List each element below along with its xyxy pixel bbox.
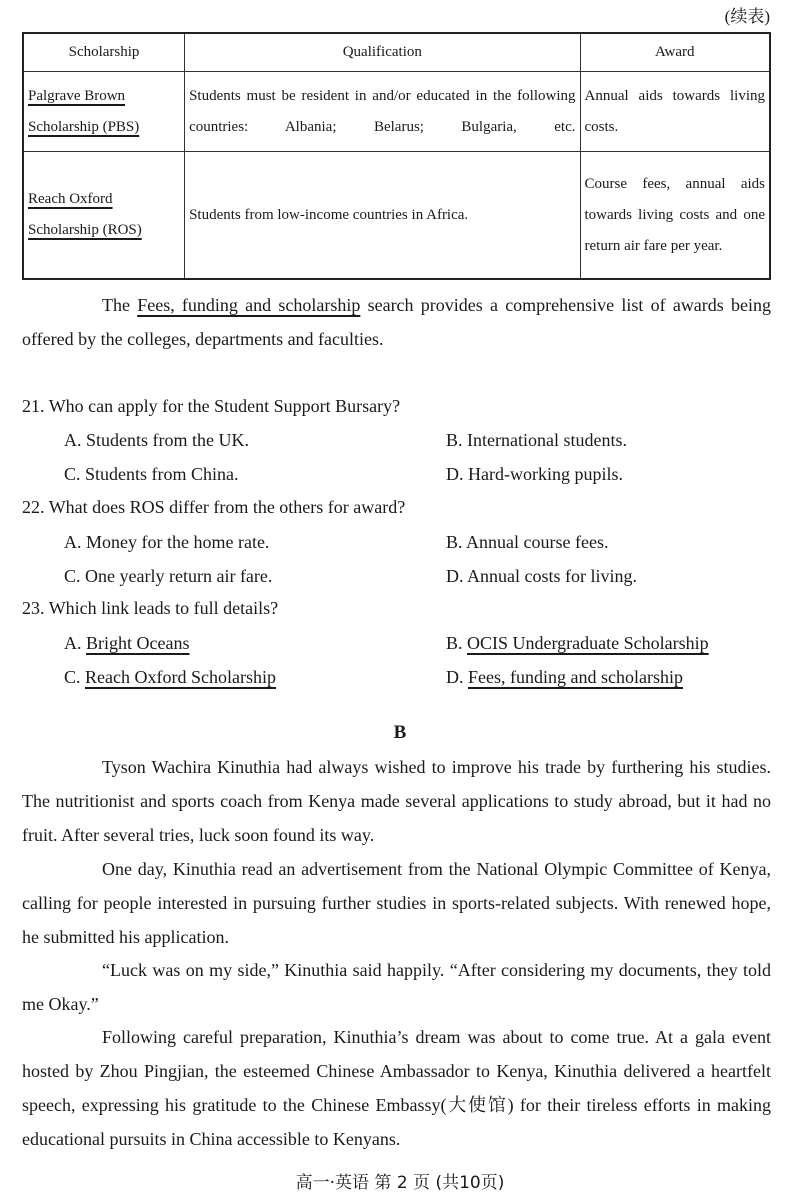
option-22d[interactable] xyxy=(446,566,637,587)
text: The xyxy=(102,295,138,315)
ros-link-line1[interactable]: Reach Oxford xyxy=(28,191,113,207)
option-text: One yearly return air fare. xyxy=(85,566,273,586)
after-table-paragraph xyxy=(22,288,771,356)
continued-table-label: (续表) xyxy=(724,7,770,26)
option-letter: D. xyxy=(446,464,464,484)
question-23 xyxy=(22,598,278,619)
award-cell: Annual aids towards living costs. xyxy=(580,72,770,152)
page-footer: 高一·英语 第 2 页 (共10页) xyxy=(295,1173,505,1193)
question-22 xyxy=(22,497,405,518)
option-21b[interactable] xyxy=(446,430,627,451)
option-text: Hard-working pupils. xyxy=(468,464,623,484)
option-text: Annual course fees. xyxy=(466,532,609,552)
option-23a[interactable] xyxy=(64,633,189,654)
scholarship-table xyxy=(22,32,771,280)
question-number: 23. xyxy=(22,598,45,618)
option-text: Money for the home rate. xyxy=(86,532,270,552)
passage-paragraph-3: “Luck was on my side,” Kinuthia said happily. “After considering my documents, they told me Okay.” xyxy=(22,960,771,1014)
question-text: Which link leads to full details? xyxy=(48,598,279,618)
option-letter: A. xyxy=(64,430,82,450)
pbs-link-line1[interactable]: Palgrave Brown xyxy=(28,87,126,104)
option-22b[interactable] xyxy=(446,532,608,553)
table-header-row xyxy=(23,33,770,72)
question-number: 21. xyxy=(22,396,45,416)
section-b-heading: B xyxy=(393,722,407,743)
option-21c[interactable] xyxy=(64,464,239,485)
option-text: Students from China. xyxy=(85,464,239,484)
qualification-cell: Students must be resident in and/or educated in the following countries: Albania; Belarus; Bulgaria, etc. xyxy=(185,72,580,152)
option-letter: B. xyxy=(446,532,463,552)
option-letter: C. xyxy=(64,566,81,586)
table-row xyxy=(23,72,770,152)
option-21d[interactable] xyxy=(446,464,623,485)
option-23d[interactable] xyxy=(446,667,683,688)
ros-link-line2[interactable]: Scholarship (ROS) xyxy=(28,222,142,238)
option-text: Students from the UK. xyxy=(86,430,249,450)
option-letter: D. xyxy=(446,667,464,687)
text: search provides a comprehensive list of awards being offered by the colleges, departments and faculties. xyxy=(22,295,772,349)
award-cell: Course fees, annual aids towards living costs and one return air fare per year. xyxy=(580,152,770,280)
passage-paragraph-1: Tyson Wachira Kinuthia had always wished to improve his trade by furthering his studies. The nutritionist and sports coach from Kenya made several applications to study abroad, but it had no fruit. After several tries, luck soon found its way. xyxy=(22,757,771,845)
option-letter: C. xyxy=(64,667,81,687)
table-row xyxy=(23,152,770,280)
option-letter: A. xyxy=(64,532,82,552)
option-letter: A. xyxy=(64,633,82,653)
option-21a[interactable] xyxy=(64,430,249,451)
passage-paragraph-2: One day, Kinuthia read an advertisement from the National Olympic Committee of Kenya, calling for people interested in pursuing further studies in sports-related subjects. With renewed hope, he submitted his application. xyxy=(22,859,771,947)
question-21 xyxy=(22,396,400,417)
option-23c[interactable] xyxy=(64,667,276,688)
scholarship-cell xyxy=(23,152,185,280)
question-text: What does ROS differ from the others for award? xyxy=(48,497,406,517)
option-letter: D. xyxy=(446,566,464,586)
option-23b[interactable] xyxy=(446,633,709,654)
option-text: Annual costs for living. xyxy=(467,566,637,586)
option-22c[interactable] xyxy=(64,566,272,587)
ocis-scholarship-link[interactable]: OCIS Undergraduate Scholarship xyxy=(467,633,709,653)
scholarship-cell xyxy=(23,72,185,152)
option-text: International students. xyxy=(467,430,627,450)
fees-funding-link[interactable]: Fees, funding and scholarship xyxy=(137,295,361,315)
option-letter: C. xyxy=(64,464,81,484)
fees-funding-option-link[interactable]: Fees, funding and scholarship xyxy=(468,667,683,687)
reach-oxford-link[interactable]: Reach Oxford Scholarship xyxy=(85,667,276,687)
pbs-link-line2[interactable]: Scholarship (PBS) xyxy=(28,118,140,135)
question-text: Who can apply for the Student Support Bursary? xyxy=(48,396,401,416)
header-scholarship: Scholarship xyxy=(23,33,185,72)
header-qualification: Qualification xyxy=(185,33,580,72)
option-letter: B. xyxy=(446,430,463,450)
option-letter: B. xyxy=(446,633,463,653)
bright-oceans-link[interactable]: Bright Oceans xyxy=(86,633,190,653)
header-award: Award xyxy=(580,33,770,72)
option-22a[interactable] xyxy=(64,532,269,553)
question-number: 22. xyxy=(22,497,45,517)
passage-paragraph-4: Following careful preparation, Kinuthia’s dream was about to come true. At a gala event hosted by Zhou Pingjian, the esteemed Chinese Ambassador to Kenya, Kinuthia delivered a heartfelt speech, expressing his gratitude to the Chinese Embassy(大使馆) for their tireless efforts in making educational pursuits in China accessible to Kenyans. xyxy=(22,1027,771,1149)
qualification-cell: Students from low-income countries in Africa. xyxy=(185,152,580,280)
